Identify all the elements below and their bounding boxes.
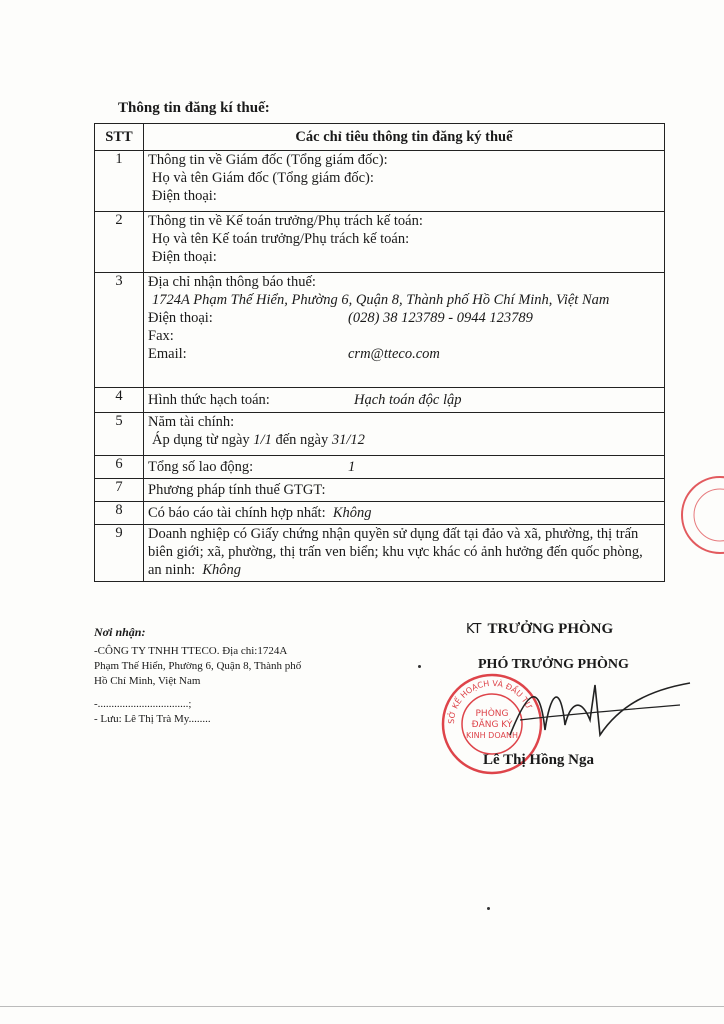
fax-label: Fax: (148, 328, 174, 344)
table-row (95, 212, 665, 273)
col-stt-header: STT (95, 124, 144, 151)
recipients-title: Nơi nhận: (94, 625, 146, 639)
recipient-archive: - Lưu: Lê Thị Trà My........ (94, 713, 211, 725)
stamp-line: PHÒNG (475, 709, 509, 719)
row-number: 4 (95, 388, 144, 413)
director-name-label: Họ và tên Giám đốc (Tổng giám đốc): (152, 170, 374, 186)
table-row (95, 456, 665, 479)
row-number: 6 (95, 456, 144, 479)
land-use-label: Doanh nghiệp có Giấy chứng nhận quyền sử dụng đất tại đảo và xã, phường, thị trấn biên giới; xã, phường, thị trấn ven biển; khu vực khác có ảnh hưởng đến quốc phòng, an ninh: (148, 526, 643, 578)
col-desc-header: Các chỉ tiêu thông tin đăng ký thuế (144, 124, 665, 151)
row-number: 9 (95, 525, 144, 582)
recipient-company: -CÔNG TY TNHH TTECO. Địa chi:1724A Phạm Thế Hiển, Phường 6, Quận 8, Thành phố Hồ Chí Minh, Việt Nam (94, 645, 302, 687)
table-row (95, 525, 665, 582)
accounting-form-label: Hình thức hạch toán: (148, 392, 270, 408)
table-row (95, 388, 665, 413)
fiscal-year-range: Áp dụng từ ngày 1/1 đến ngày 31/12 (152, 432, 365, 448)
fiscal-year-label: Năm tài chính: (148, 414, 235, 430)
row-number: 3 (95, 273, 144, 388)
table-row (95, 413, 665, 456)
employees-value: 1 (348, 459, 356, 475)
stamp-line: ĐĂNG KÝ (471, 720, 513, 730)
notice-address-label: Địa chỉ nhận thông báo thuế: (148, 274, 316, 290)
stamp-top-text: SỞ KẾ HOẠCH VÀ ĐẦU TƯ (446, 678, 534, 725)
accountant-name-label: Họ và tên Kế toán trưởng/Phụ trách kế toán: (152, 231, 410, 247)
stamp-line: KINH DOANH (466, 731, 518, 740)
director-phone-label: Điện thoại: (152, 188, 217, 204)
director-info-label: Thông tin về Giám đốc (Tổng giám đốc): (148, 152, 388, 168)
employees-label: Tổng số lao động: (148, 459, 254, 475)
row-number: 7 (95, 479, 144, 502)
email-value: crm@tteco.com (348, 346, 440, 362)
land-use-value: Không (202, 562, 242, 578)
partial-stamp-edge (675, 470, 724, 560)
scan-speck (418, 665, 421, 668)
accounting-form-value: Hạch toán độc lập (354, 392, 462, 408)
email-label: Email: (148, 346, 187, 362)
row-number: 1 (95, 151, 144, 212)
consolidated-report-value: Không (332, 505, 372, 521)
tax-registration-table (94, 123, 665, 582)
table-row (95, 273, 665, 388)
scan-speck (487, 907, 490, 910)
phone-value: (028) 38 123789 - 0944 123789 (348, 310, 533, 326)
table-row (95, 502, 665, 525)
signer-name: Lê Thị Hồng Nga (483, 752, 594, 768)
row-number: 8 (95, 502, 144, 525)
notice-address-value: 1724A Phạm Thế Hiển, Phường 6, Quận 8, Thành phố Hồ Chí Minh, Việt Nam (152, 292, 610, 308)
consolidated-report-label: Có báo cáo tài chính hợp nhất: (148, 505, 326, 521)
recipient-blank: -.................................; (94, 698, 192, 710)
table-row (95, 479, 665, 502)
row-number: 2 (95, 212, 144, 273)
signature-scribble (500, 675, 700, 755)
scan-edge-line (0, 1006, 724, 1007)
section-heading: Thông tin đăng kí thuế: (118, 100, 270, 116)
phone-label: Điện thoại: (148, 310, 213, 326)
table-row (95, 151, 665, 212)
signature-title: KT TRƯỞNG PHÒNG (466, 621, 614, 637)
signature-subtitle: PHÓ TRƯỞNG PHÒNG (478, 657, 629, 672)
accountant-info-label: Thông tin về Kế toán trưởng/Phụ trách kế toán: (148, 213, 423, 229)
vat-method-label: Phương pháp tính thuế GTGT: (148, 482, 326, 498)
recipients-block (94, 625, 314, 727)
table-header-row (95, 124, 665, 151)
signature-prefix: KT (466, 622, 482, 637)
row-number: 5 (95, 413, 144, 456)
accountant-phone-label: Điện thoại: (152, 249, 217, 265)
